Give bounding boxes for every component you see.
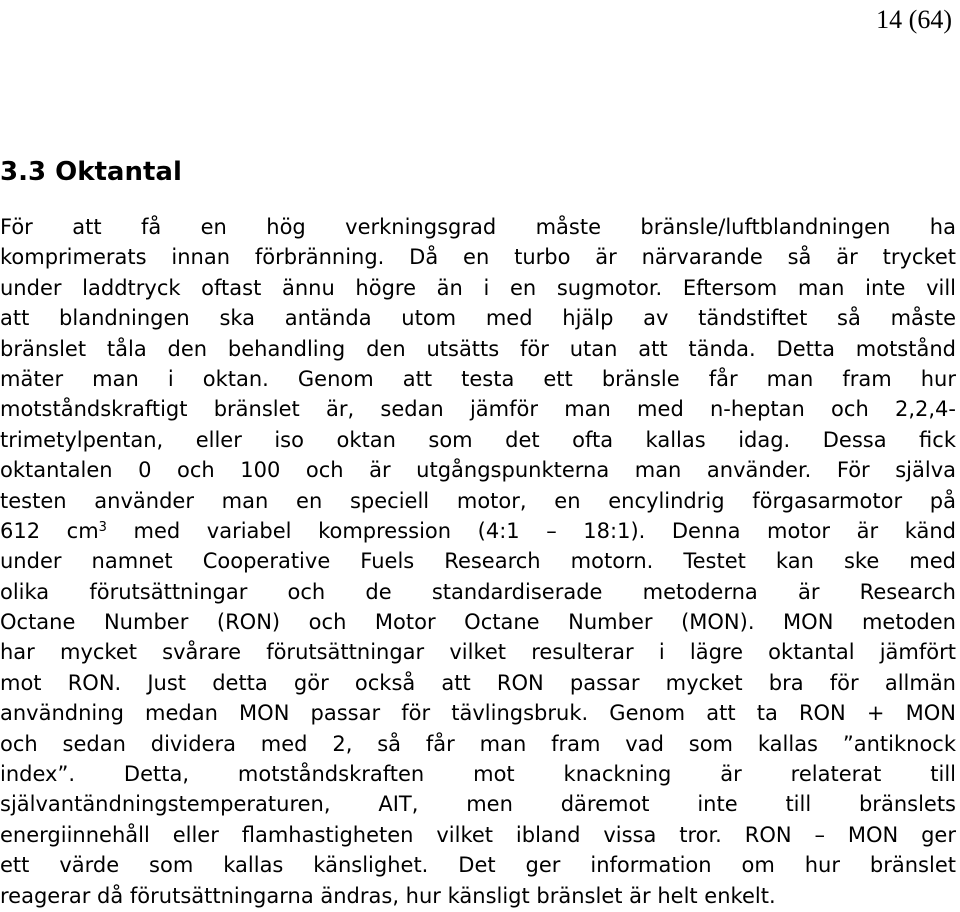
text-segment: med variabel kompression (4:1 – 18:1). Denna motor är känd	[106, 518, 956, 543]
text-line: ett värde som kallas känslighet. Det ger information om hur bränslet	[0, 853, 956, 878]
text-line: och sedan dividera med 2, så får man fram vad som kallas ”antiknock	[0, 731, 956, 756]
text-line	[0, 516, 956, 546]
text-line: Octane Number (RON) och Motor Octane Number (MON). MON metoden	[0, 610, 956, 635]
text-line: index”. Detta, motståndskraften mot knackning är relaterat till	[0, 762, 956, 787]
text-line: har mycket svårare förutsättningar vilket resulterar i lägre oktantal jämfört	[0, 640, 956, 665]
text-line: motståndskraftigt bränslet är, sedan jämför man med n-heptan och 2,2,4-	[0, 397, 956, 422]
text-line: att blandningen ska antända utom med hjälp av tändstiftet så måste	[0, 306, 956, 331]
text-line: olika förutsättningar och de standardiserade metoderna är Research	[0, 579, 956, 604]
text-line: komprimerats innan förbränning. Då en turbo är närvarande så är trycket	[0, 245, 956, 270]
text-line: oktantalen 0 och 100 och är utgångspunkterna man använder. För själva	[0, 458, 956, 483]
text-line: energiinnehåll eller flamhastigheten vilket ibland vissa tror. RON – MON ger	[0, 822, 956, 847]
text-line: mot RON. Just detta gör också att RON passar mycket bra för allmän	[0, 670, 956, 695]
text-line: användning medan MON passar för tävlingsbruk. Genom att ta RON + MON	[0, 701, 956, 726]
text-line: under namnet Cooperative Fuels Research motorn. Testet kan ske med	[0, 549, 956, 574]
superscript: 3	[98, 519, 107, 535]
text-segment: 612 cm	[0, 518, 99, 543]
body-paragraph	[0, 212, 956, 911]
text-line: testen använder man en speciell motor, en encylindrig förgasarmotor på	[0, 488, 956, 513]
text-line: reagerar då förutsättningarna ändras, hur känsligt bränslet är helt enkelt.	[0, 883, 776, 908]
page-number: 14 (64)	[876, 5, 952, 34]
text-line: bränslet tåla den behandling den utsätts för utan att tända. Detta motstånd	[0, 336, 956, 361]
text-line: För att få en hög verkningsgrad måste bränsle/luftblandningen ha	[0, 215, 956, 239]
text-line: mäter man i oktan. Genom att testa ett bränsle får man fram hur	[0, 366, 956, 391]
text-line: självantändningstemperaturen, AIT, men däremot inte till bränslets	[0, 792, 956, 817]
text-line: under laddtryck oftast ännu högre än i en sugmotor. Eftersom man inte vill	[0, 275, 956, 300]
section-heading: 3.3 Oktantal	[0, 157, 182, 187]
text-line: trimetylpentan, eller iso oktan som det ofta kallas idag. Dessa fick	[0, 427, 956, 452]
